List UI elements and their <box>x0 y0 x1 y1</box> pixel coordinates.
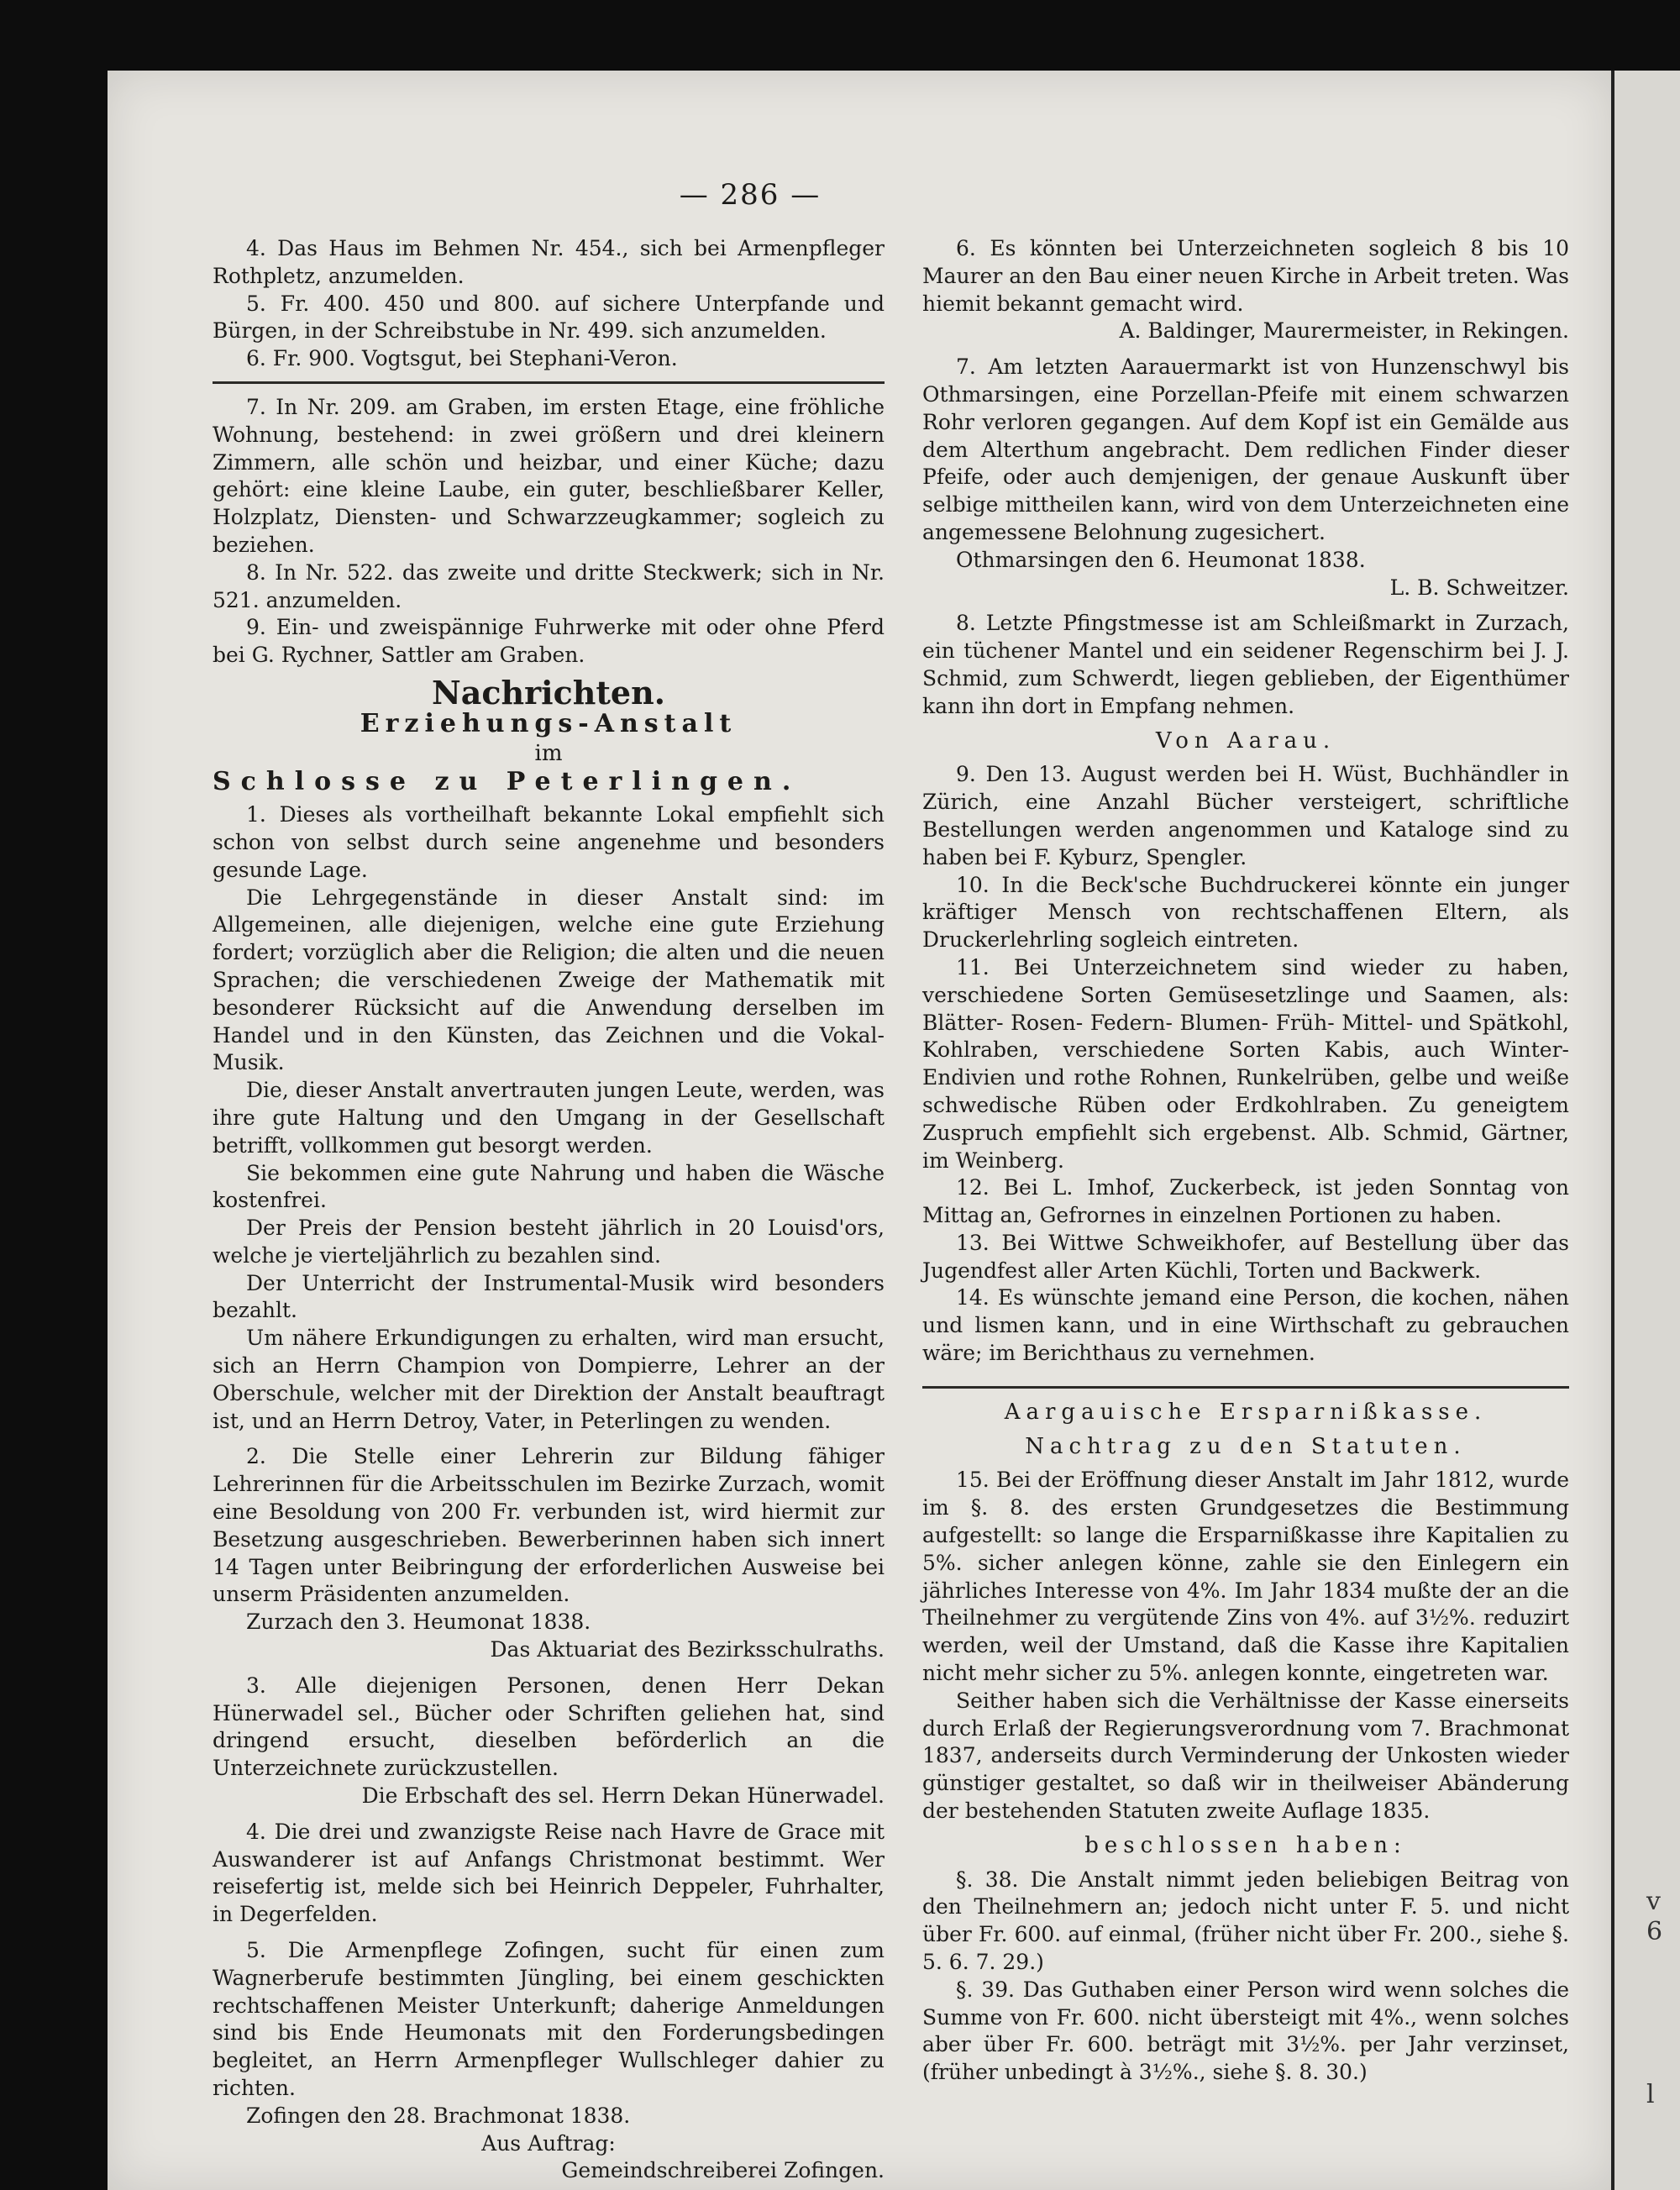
wagner-notice: 5. Die Armenpflege Zofingen, sucht für einen zum Wagnerberufe bestimmten Jüngling, bei einem geschickten rechtschaffenen Meister Unterkunft; daherige Anmeldungen sind bis Ende Heumonats mit den Forderungsbedingen begleitet, an Herrn Armenpfleger Wullschleger dahier zu richten. <box>213 1938 885 2100</box>
teacher-signature: Das Aktuariat des Bezirksschulraths. <box>490 1637 885 1662</box>
ad-item: 6. Fr. 900. Vogtsgut, bei Stephani-Veron. <box>246 346 678 371</box>
resolved-heading: beschlossen haben: <box>1084 1832 1407 1858</box>
institute-paragraph: Der Unterricht der Instrumental-Musik wird besonders bezahlt. <box>213 1270 885 1323</box>
books-signature: Die Erbschaft des sel. Herrn Dekan Hünerwadel. <box>361 1783 885 1809</box>
ad-item: 9. Ein- und zweispännige Fuhrwerke mit oder ohne Pferd bei G. Rychner, Sattler am Graben. <box>213 615 885 668</box>
right-column <box>922 235 1569 2087</box>
pipe-signature: L. B. Schweitzer. <box>1389 575 1569 600</box>
bank-paragraph: Seither haben sich die Verhältnisse der Kasse einerseits durch Erlaß der Regierungsverordnung vom 7. Brachmonat 1837, anderseits durch Verminderung der Unkosten wieder günstiger gestaltet, so daß wir in theilweiser Abänderung der bestehenden Statuten zweite Auflage 1835. <box>922 1688 1569 1824</box>
institute-paragraph: Die Lehrgegenstände in dieser Anstalt sind: im Allgemeinen, alle diejenigen, welche eine gute Erziehung fordert; vorzüglich aber die Religion; die alten und die neuen Sprachen; die verschiedenen Zweige der Mathematik mit besonderer Rücksicht auf die Anwendung derselben im Handel und in den Künsten, das Zeichnen und die Vokal-Musik. <box>213 885 885 1075</box>
pipe-date: Othmarsingen den 6. Heumonat 1838. <box>956 547 1366 572</box>
institute-paragraph: Der Preis der Pension besteht jährlich in 20 Louisd'ors, welche je vierteljährlich zu bezahlen sind. <box>213 1216 885 1268</box>
institute-heading: Erziehungs-Anstalt <box>360 708 738 738</box>
left-column <box>213 235 885 2185</box>
teacher-notice: 2. Die Stelle einer Lehrerin zur Bildung fähiger Lehrerinnen für die Arbeitsschulen im Bezirke Zurzach, womit eine Besoldung von 200 Fr. verbunden ist, wird hiermit zur Besetzung ausgeschrieben. Bewerberinnen haben sich innert 14 Tagen unter Beibringung der erforderlichen Ausweise bei unserm Präsidenten anzumelden. <box>213 1444 885 1607</box>
ad-item: 4. Das Haus im Behmen Nr. 454., sich bei Armenpfleger Rothpletz, anzumelden. <box>213 236 885 288</box>
institute-paragraph: Sie bekommen eine gute Nahrung und haben die Wäsche kostenfrei. <box>213 1160 885 1213</box>
teacher-date: Zurzach den 3. Heumonat 1838. <box>246 1610 591 1635</box>
havre-notice: 4. Die drei und zwanzigste Reise nach Havre de Grace mit Auswanderer ist auf Anfangs Christmonat bestimmt. Wer reisefertig ist, melde sich bei Heinrich Deppeler, Fuhrhalter, in Degerfelden. <box>213 1819 885 1927</box>
institute-paragraph: Um nähere Erkundigungen zu erhalten, wird man ersucht, sich an Herrn Champion von Dompierre, Lehrer an der Oberschule, welcher mit der Direktion der Anstalt beauftragt ist, und an Herrn Detroy, Vater, in Peterlingen zu wenden. <box>213 1326 885 1433</box>
bank-heading: Aargauische Ersparnißkasse. <box>1004 1399 1488 1425</box>
divider <box>213 381 885 384</box>
institute-heading-castle: Schlosse zu Peterlingen. <box>213 767 801 797</box>
section-heading-aarau: Von Aarau. <box>1155 727 1336 754</box>
wagner-signature-line2: Gemeindschreiberei Zofingen. <box>561 2158 885 2183</box>
aarau-notice: 13. Bei Wittwe Schweikhofer, auf Bestellung über das Jugendfest aller Arten Küchli, Torten und Backwerk. <box>922 1230 1569 1283</box>
institute-heading-im: im <box>534 740 563 766</box>
ad-item: 7. In Nr. 209. am Graben, im ersten Etage, eine fröhliche Wohnung, bestehend: in zwei größern und drei kleinern Zimmern, alle schön und heizbar, und einer Küche; dazu gehört: eine kleine Laube, ein guter, beschließbarer Keller, Holzplatz, Diensten- und Schwarzzeugkammer; sogleich zu beziehen. <box>213 394 885 557</box>
page-number: — 286 — <box>679 178 822 212</box>
mason-signature: A. Baldinger, Maurermeister, in Rekingen. <box>1119 318 1569 344</box>
statute-paragraph: §. 39. Das Guthaben einer Person wird wenn solches die Summe von Fr. 600. nicht übersteigt mit 4%., wenn solches aber über Fr. 600. beträgt mit 3½%. per Jahr verzinset, (früher unbedingt à 3½%., siehe §. 8. 30.) <box>922 1977 1569 2085</box>
bank-paragraph: 15. Bei der Eröffnung dieser Anstalt im Jahr 1812, wurde im §. 8. des ersten Grundgesetzes die Bestimmung aufgestellt: so lange die Ersparnißkasse ihre Kapitalien zu 5%. sicher anlegen könne, zahle sie den Einlegern ein jährliches Interesse von 4%. Im Jahr 1834 mußte der an die Theilnehmer zu vergütende Zins von 4%. auf 3½%. reduzirt werden, weil der Umstand, daß die Kasse ihre Kapitalien nicht mehr sicher zu 5%. anlegen konnte, eingetreten war. <box>922 1468 1569 1686</box>
wagner-signature-line1: Aus Auftrag: <box>481 2130 616 2156</box>
ad-item: 5. Fr. 400. 450 und 800. auf sichere Unterpfande und Bürgen, in der Schreibstube in Nr. 499. sich anzumelden. <box>213 291 885 344</box>
edge-glyph: v <box>1646 1887 1661 1916</box>
section-heading-news: Nachrichten. <box>432 673 665 712</box>
wagner-date: Zofingen den 28. Brachmonat 1838. <box>246 2103 631 2128</box>
institute-paragraph: Die, dieser Anstalt anvertrauten jungen Leute, werden, was ihre gute Haltung und den Umgang in der Gesellschaft betrifft, vollkommen gut besorgt werden. <box>213 1078 885 1158</box>
supplement-heading: Nachtrag zu den Statuten. <box>1025 1433 1467 1459</box>
aarau-notice: 11. Bei Unterzeichnetem sind wieder zu haben, verschiedene Sorten Gemüsesetzlinge und Saamen, als: Blätter- Rosen- Federn- Blumen- Früh- Mittel- und Spätkohl, Kohlraben, verschiedene Sorten Kabis, auch Winter-Endivien und rothe Rohnen, Runkelrüben, gelbe und weiße schwedische Rüben oder Erdkohlraben. Zu geneigtem Zuspruch empfiehlt sich ergebenst. Alb. Schmid, Gärtner, im Weinberg. <box>922 954 1569 1173</box>
aarau-notice: 12. Bei L. Imhof, Zuckerbeck, ist jeden Sonntag von Mittag an, Gefrornes in einzelnen Portionen zu haben. <box>922 1175 1569 1228</box>
edge-glyph: 6 <box>1646 1917 1663 1946</box>
coat-notice: 8. Letzte Pfingstmesse ist am Schleißmarkt in Zurzach, ein tüchener Mantel und ein seidener Regenschirm bei J. J. Schmid, zum Schwerdt, liegen geblieben, der Eigenthümer kann ihn dort in Empfang nehmen. <box>922 611 1569 718</box>
mason-notice: 6. Es könnten bei Unterzeichneten sogleich 8 bis 10 Maurer an den Bau einer neuen Kirche in Arbeit treten. Was hiemit bekannt gemacht wird. <box>922 236 1569 316</box>
pipe-notice: 7. Am letzten Aarauermarkt ist von Hunzenschwyl bis Othmarsingen, eine Porzellan-Pfeife mit einem schwarzen Rohr verloren gegangen. Auf dem Kopf ist ein Gemälde aus dem Alterthum angebracht. Dem redlichen Finder dieser Pfeife, oder auch demjenigen, der genaue Auskunft über selbige mittheilen kann, wird von dem Unterzeichneten eine angemessene Belohnung zugesichert. <box>922 354 1569 544</box>
institute-paragraph: 1. Dieses als vortheilhaft bekannte Lokal empfiehlt sich schon von selbst durch seine angenehme und besonders gesunde Lage. <box>213 802 885 882</box>
newspaper-page <box>108 71 1611 2190</box>
aarau-notice: 14. Es wünschte jemand eine Person, die kochen, nähen und lismen kann, und in eine Wirthschaft zu gebrauchen wäre; im Berichthaus zu vernehmen. <box>922 1285 1569 1366</box>
aarau-notice: 9. Den 13. August werden bei H. Wüst, Buchhändler in Zürich, eine Anzahl Bücher versteigert, schriftliche Bestellungen werden angenommen und Kataloge sind zu haben bei F. Kyburz, Spengler. <box>922 762 1569 869</box>
statute-paragraph: §. 38. Die Anstalt nimmt jeden beliebigen Beitrag von den Theilnehmern an; jedoch nicht unter F. 5. und nicht über Fr. 600. auf einmal, (früher nicht über Fr. 200., siehe §. 5. 6. 7. 29.) <box>922 1867 1569 1975</box>
books-notice: 3. Alle diejenigen Personen, denen Herr Dekan Hünerwadel sel., Bücher oder Schriften geliehen hat, sind dringend ersucht, dieselben beförderlich an die Unterzeichnete zurückzustellen. <box>213 1673 885 1781</box>
adjacent-page-edge <box>1611 71 1680 2190</box>
ad-item: 8. In Nr. 522. das zweite und dritte Steckwerk; sich in Nr. 521. anzumelden. <box>213 559 885 612</box>
divider <box>922 1386 1569 1389</box>
aarau-notice: 10. In die Beck'sche Buchdruckerei könnte ein junger kräftiger Mensch von rechtschaffenen Eltern, als Druckerlehrling sogleich eintreten. <box>922 872 1569 953</box>
edge-glyph: l <box>1646 2080 1655 2109</box>
